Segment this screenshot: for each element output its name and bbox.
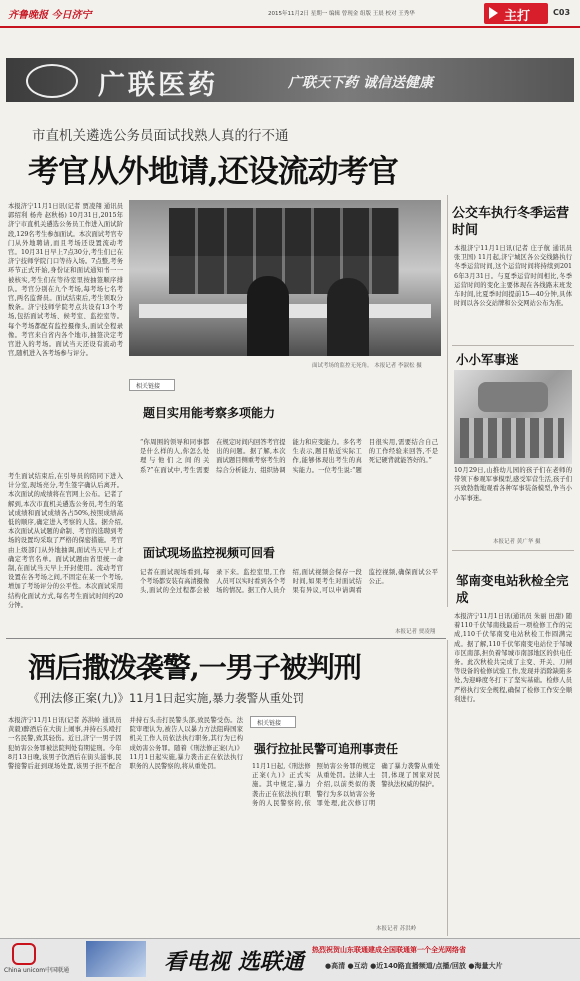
army-title: 小小军事迷: [456, 352, 519, 367]
masthead: [0, 0, 580, 28]
ad-tagline: 热烈祝贺山东联通建成全国联通第一个全光网络省: [312, 946, 466, 954]
bus-title: 公交车执行冬季运营时间: [452, 206, 570, 238]
unicom-logo-icon: [12, 943, 36, 965]
newspaper-logo: 齐鲁晚报 今日济宁: [8, 10, 92, 21]
lead-body-col1: 本报济宁11月1日讯(记者 贾凌翔 通讯员 郭绍利 杨舟 赵秋杨) 10月31日,2015年济宁市直机关遴选公务员工作进入面试阶段,129名考生参加面试。本次面试考官专门从外地聘请,而且考场还设置流动考官。10月31日早上7点30分,考生们已在济宁技师学院门口等待入场。7点整,考务环节正式开始,身份证和面试通知书一一被核实,考生们在等待室里按抽签顺序排队。考官分别在九个考场,每考场七名考官,两名监督员。面试结束后,考生领取分数条。济宁技师学院考点共设有13个考场,包括面试考场、候考室、监控室等。每个考场都配有监控摄像头,面试全程录像。考官来自省内各个地市,抽签决定考官进入的考场。面试当天还设有流动考官,随机进入各考场参与评分。: [8, 203, 123, 358]
second-headline: 酒后撒泼袭警,一男子被判刑: [28, 651, 361, 684]
lead-headline: 考官从外地请,还设流动考官: [28, 154, 398, 190]
related-byline: 本报记者 贾凌翔: [395, 629, 436, 635]
lead-photo: [129, 200, 441, 356]
section-badge: [484, 3, 548, 24]
related-tag: [129, 379, 175, 391]
related-text-2: 记者在面试现场看到,每个考场都安装有高清摄像头,面试的全过程都会被录下来。监控室里,工作人员可以实时看到各个考场的情况。据工作人员介绍,面试视频会保存一段时间,如果考生对面试结果有异议,可以申请调看监控视频,确保面试公平公正。: [140, 569, 438, 595]
bus-text: 本报济宁11月1日讯(记者 庄子航 通讯员 张卫国) 11月起,济宁城区各公交线路执行冬季运营时间,这个运营时间将持续到2016年3月31日。与夏季运营时间相比,冬季运营时间的变化主要体现在各线路末班发车时间,比夏季时间提前15—40分钟,具体时间以各公交站牌和公交网站公布为准。: [454, 245, 572, 308]
unicom-brand: China unicom中国联通: [4, 967, 70, 974]
page-number: C03: [553, 8, 571, 17]
army-photo: [454, 370, 572, 464]
power-text: 本报济宁11月1日讯(通讯员 朱丽 田甜) 随着110千伏邹南线最后一项检修工作的完成,110千伏邹南变电站秋检工作圆满完成。据了解,110千伏邹南变电站位于邹城市区南部,担负着邹城市南部地区的供电任务。此次秋检共完成了主变、开关、刀闸等设备的检修试验工作,发现并消除缺陷多处,为迎峰度冬打下了坚实基础。检修人员严格执行安全规程,确保了检修工作安全顺利进行。: [454, 613, 572, 703]
ad-slogan: 广联天下药 诚信送健康: [288, 75, 433, 91]
dateline: 2015年11月2日 星期一 编辑 曾现金 组版 王晨 校对 王秀华: [268, 11, 415, 17]
bottom-advertisement: [0, 938, 580, 981]
second-subhead: 《刑法修正案(九)》11月1日起实施,暴力袭警从重处罚: [28, 691, 305, 705]
related-title-1: 题目实用能考察多项能力: [143, 406, 276, 420]
power-title: 邹南变电站秋检全完成: [456, 573, 569, 605]
lead-body-col2: 考生面试结束后,在引导员的陪同下进入计分室,现场亮分,考生签字确认后离开。本次面试的成绩将在官网上公布。记者了解到,本次市直机关遴选公务员,考生的笔试成绩和面试成绩各占50%,按照成绩高低的顺序,确定进入考察的人选。据介绍,本次面试从试题的命制、考官的选聘到考场的设置均采取了严格的保密措施。考官由上级部门从外地抽调,面试当天早上才确定考官名单。面试试题由省里统一命制,在面试当天早上开封使用。流动考官设置在各考场之间,不固定在某一个考场,增加了考场评分的公平性。本次面试采用结构化面试方式,每名考生面试时间约20分钟。: [8, 473, 123, 609]
section-label: 主打: [504, 9, 531, 24]
army-caption: 10月29日,山推幼儿园的孩子们在老师的带领下参观军事模型,感受军营生活,孩子们兴致勃勃地观看各种军事装备模型,争当小小军事迷。: [454, 467, 572, 502]
photo-caption: 面试考场的监控无死角。 本报记者 李淑松 摄: [312, 363, 422, 369]
ad-features: ●高清 ●互动 ●近140路直播频道/点播/回放 ●海量大片: [325, 962, 503, 970]
section-arrow-icon: [489, 7, 498, 19]
related-text-1: “你周围的领导和同事都是什么样的人,你怎么处理与他们之间的关系?”在面试中,考生需要在规定时间内回答考官提出的问题。据了解,本次面试题目侧重考察考生的综合分析能力、组织协调能力和应变能力。多名考生表示,题目贴近实际工作,能够体现出考生的真实能力。一位考生说:“题目很实用,需要结合自己的工作经验来回答,不是死记硬背就能答好的。”: [140, 439, 438, 474]
second-related-text: 11月1日起,《刑法修正案(九)》正式实施。其中规定,暴力袭击正在依法执行职务的人民警察的,依照妨害公务罪的规定从重处罚。法律人士介绍,以前类似的袭警行为多以妨害公务罪处理,此次修订明确了暴力袭警从重处罚,体现了国家对民警执法权威的保护。: [252, 763, 440, 807]
pharmacy-logo-icon: [26, 64, 78, 98]
related-tag-label: 相关链接: [136, 383, 161, 390]
second-body: 本报济宁11月1日讯(记者 苏洪岭 通讯员 黄毅)醉酒后在大街上闹事,并持石头殴打一名民警,致其轻伤。近日,济宁一男子因犯妨害公务罪被法院判处有期徒刑。今年8月13日晚,该男子饮酒后在街头滋事,民警接警后赶到现场处置,该男子拒不配合并持石头击打民警头部,致民警受伤。法院审理认为,被告人以暴力方法阻碍国家机关工作人员依法执行职务,其行为已构成妨害公务罪。随着《刑法修正案(九)》11月1日起实施,暴力袭击正在依法执行职务的人民警察的,将从重处罚。: [8, 717, 243, 771]
army-byline: 本报记者 黄广华 摄: [493, 539, 541, 545]
ad-brand-name: 广联医药: [98, 70, 218, 101]
second-related-byline: 本报记者 苏洪岭: [376, 926, 417, 932]
second-related-title: 强行拉扯民警可追刑事责任: [254, 742, 399, 756]
second-related-tag-label: 相关链接: [257, 720, 282, 727]
second-related-tag: [250, 716, 296, 728]
related-title-2: 面试现场监控视频可回看: [143, 546, 276, 560]
lead-kicker: 市直机关遴选公务员面试找熟人真的行不通: [32, 128, 289, 144]
top-advertisement: [6, 58, 574, 102]
ad-main-slogan: 看电视 选联通: [164, 950, 304, 975]
